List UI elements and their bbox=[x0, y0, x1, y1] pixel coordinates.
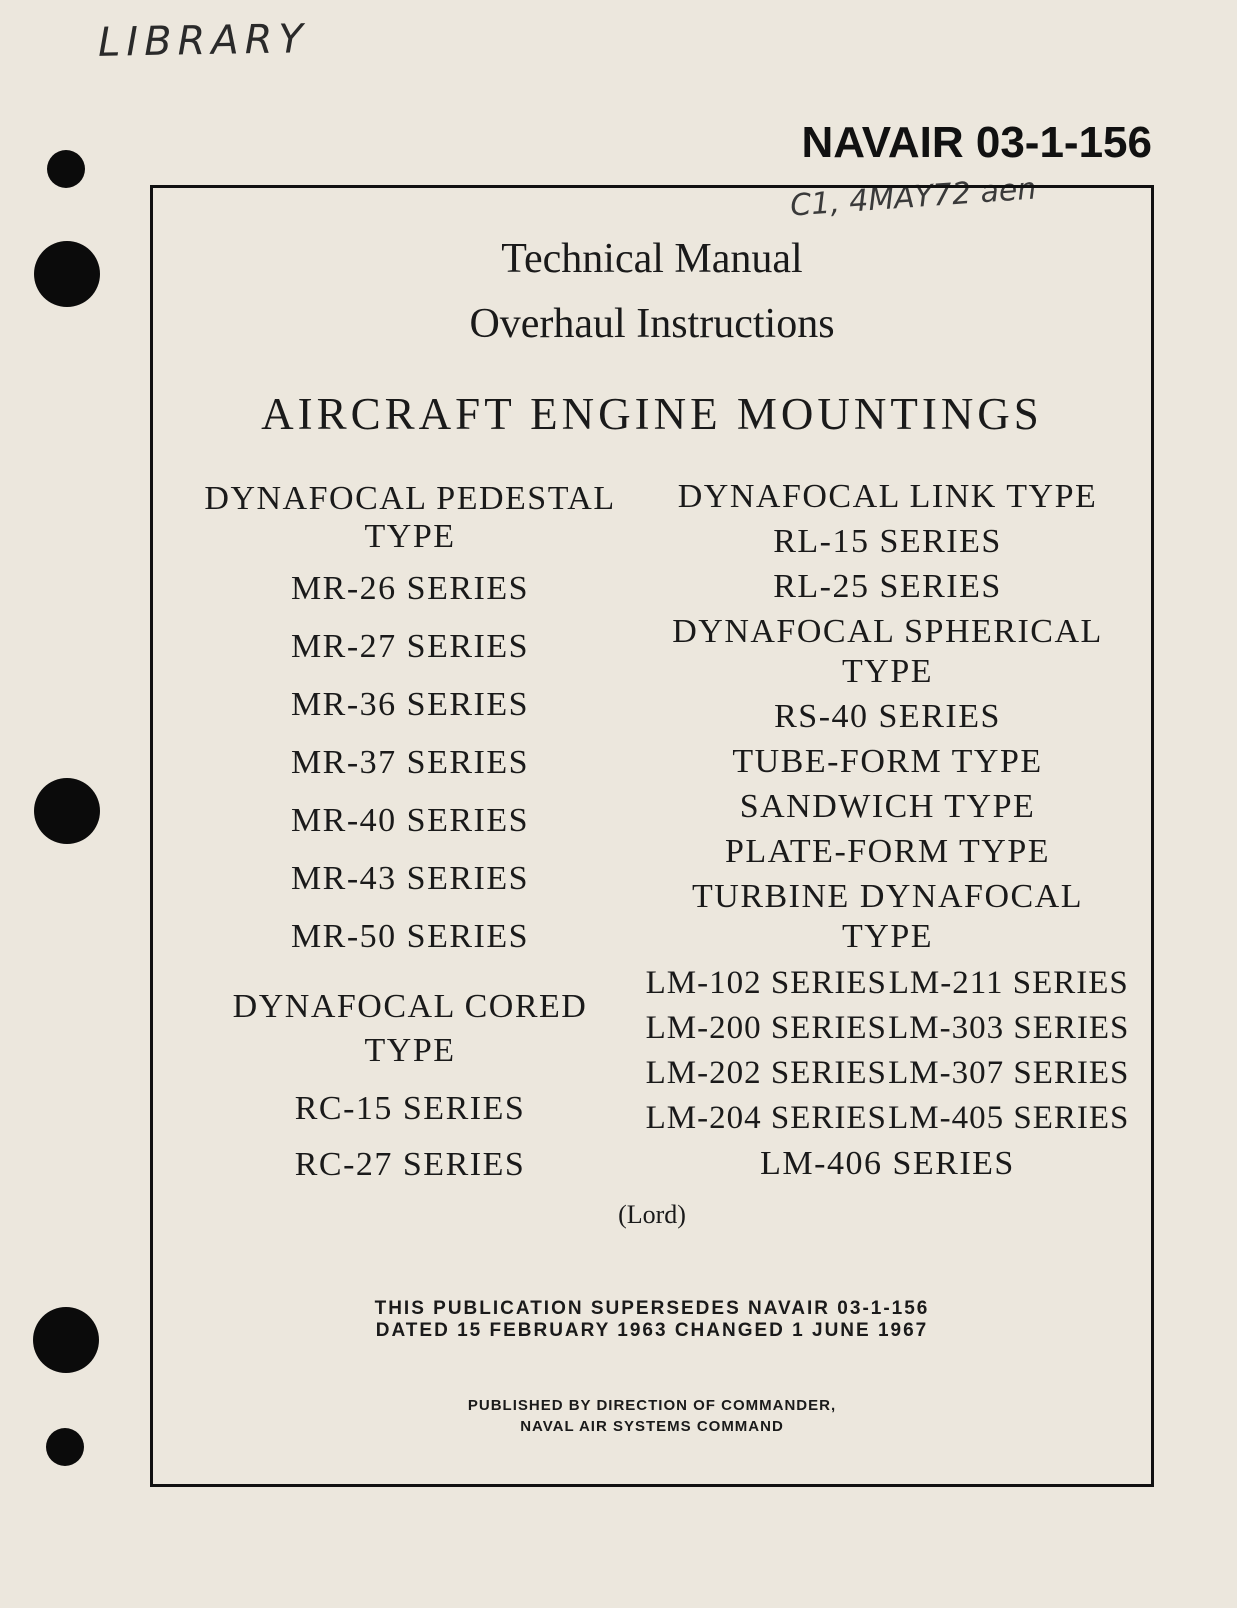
binder-hole bbox=[33, 1307, 99, 1373]
plate-form-type: PLATE-FORM TYPE bbox=[724, 833, 1051, 870]
series-item: LM-211 SERIES bbox=[888, 965, 1129, 1001]
manual-type-title: Technical Manual bbox=[501, 236, 803, 282]
binder-hole bbox=[47, 150, 85, 188]
series-item: RL-15 SERIES bbox=[773, 523, 1002, 560]
series-item: LM-303 SERIES bbox=[888, 1010, 1130, 1046]
sandwich-type: SANDWICH TYPE bbox=[739, 788, 1036, 825]
pedestal-heading-type: TYPE bbox=[364, 518, 456, 555]
handwritten-library-note: LIBRARY bbox=[97, 16, 310, 66]
document-number: NAVAIR 03-1-156 bbox=[801, 118, 1152, 167]
binder-hole bbox=[46, 1428, 84, 1466]
series-item: MR-26 SERIES bbox=[290, 570, 530, 607]
supersedes-line: DATED 15 FEBRUARY 1963 CHANGED 1 JUNE 1967 bbox=[375, 1320, 929, 1341]
spherical-heading: DYNAFOCAL SPHERICAL bbox=[672, 613, 1103, 650]
series-item: MR-27 SERIES bbox=[290, 628, 530, 665]
series-item: LM-102 SERIES bbox=[645, 965, 887, 1001]
series-item: MR-36 SERIES bbox=[290, 686, 530, 723]
binder-hole bbox=[34, 778, 100, 844]
publisher-notice bbox=[150, 1395, 1154, 1437]
right-column bbox=[645, 478, 1130, 1190]
handwritten-change-note: C1, 4MAY72 aen bbox=[789, 171, 1038, 224]
series-item: LM-405 SERIES bbox=[888, 1100, 1130, 1136]
series-item: LM-202 SERIES bbox=[645, 1055, 887, 1091]
series-item: RL-25 SERIES bbox=[773, 568, 1002, 605]
series-item: RC-27 SERIES bbox=[294, 1146, 526, 1183]
series-item: RS-40 SERIES bbox=[774, 698, 1001, 735]
series-item: RC-15 SERIES bbox=[294, 1090, 526, 1127]
cored-heading: DYNAFOCAL CORED bbox=[232, 988, 588, 1025]
series-item: MR-40 SERIES bbox=[290, 802, 530, 839]
publisher-line: PUBLISHED BY DIRECTION OF COMMANDER, bbox=[467, 1397, 837, 1414]
supersedes-notice bbox=[150, 1298, 1154, 1342]
turbine-heading-type: TYPE bbox=[842, 918, 933, 955]
manufacturer-label: (Lord) bbox=[618, 1200, 686, 1229]
pedestal-heading: DYNAFOCAL PEDESTAL bbox=[204, 480, 616, 517]
left-column bbox=[190, 480, 630, 1196]
main-title: AIRCRAFT ENGINE MOUNTINGS bbox=[261, 389, 1043, 439]
binder-hole bbox=[34, 241, 100, 307]
turbine-series-grid bbox=[645, 965, 1130, 1145]
overhaul-title: Overhaul Instructions bbox=[469, 301, 835, 347]
turbine-heading: TURBINE DYNAFOCAL bbox=[692, 878, 1083, 915]
series-item: LM-200 SERIES bbox=[645, 1010, 887, 1046]
series-item: LM-307 SERIES bbox=[888, 1055, 1130, 1091]
cored-heading-type: TYPE bbox=[364, 1032, 456, 1069]
supersedes-line: THIS PUBLICATION SUPERSEDES NAVAIR 03-1-156 bbox=[374, 1298, 930, 1319]
link-heading: DYNAFOCAL LINK TYPE bbox=[677, 478, 1098, 515]
series-item: LM-406 SERIES bbox=[760, 1145, 1015, 1182]
series-item: MR-43 SERIES bbox=[290, 860, 530, 897]
publisher-line: NAVAL AIR SYSTEMS COMMAND bbox=[520, 1418, 784, 1435]
spherical-heading-type: TYPE bbox=[842, 653, 933, 690]
series-item: MR-50 SERIES bbox=[290, 918, 530, 955]
series-item: LM-204 SERIES bbox=[645, 1100, 887, 1136]
tube-form-type: TUBE-FORM TYPE bbox=[732, 743, 1043, 780]
series-item: MR-37 SERIES bbox=[290, 744, 530, 781]
